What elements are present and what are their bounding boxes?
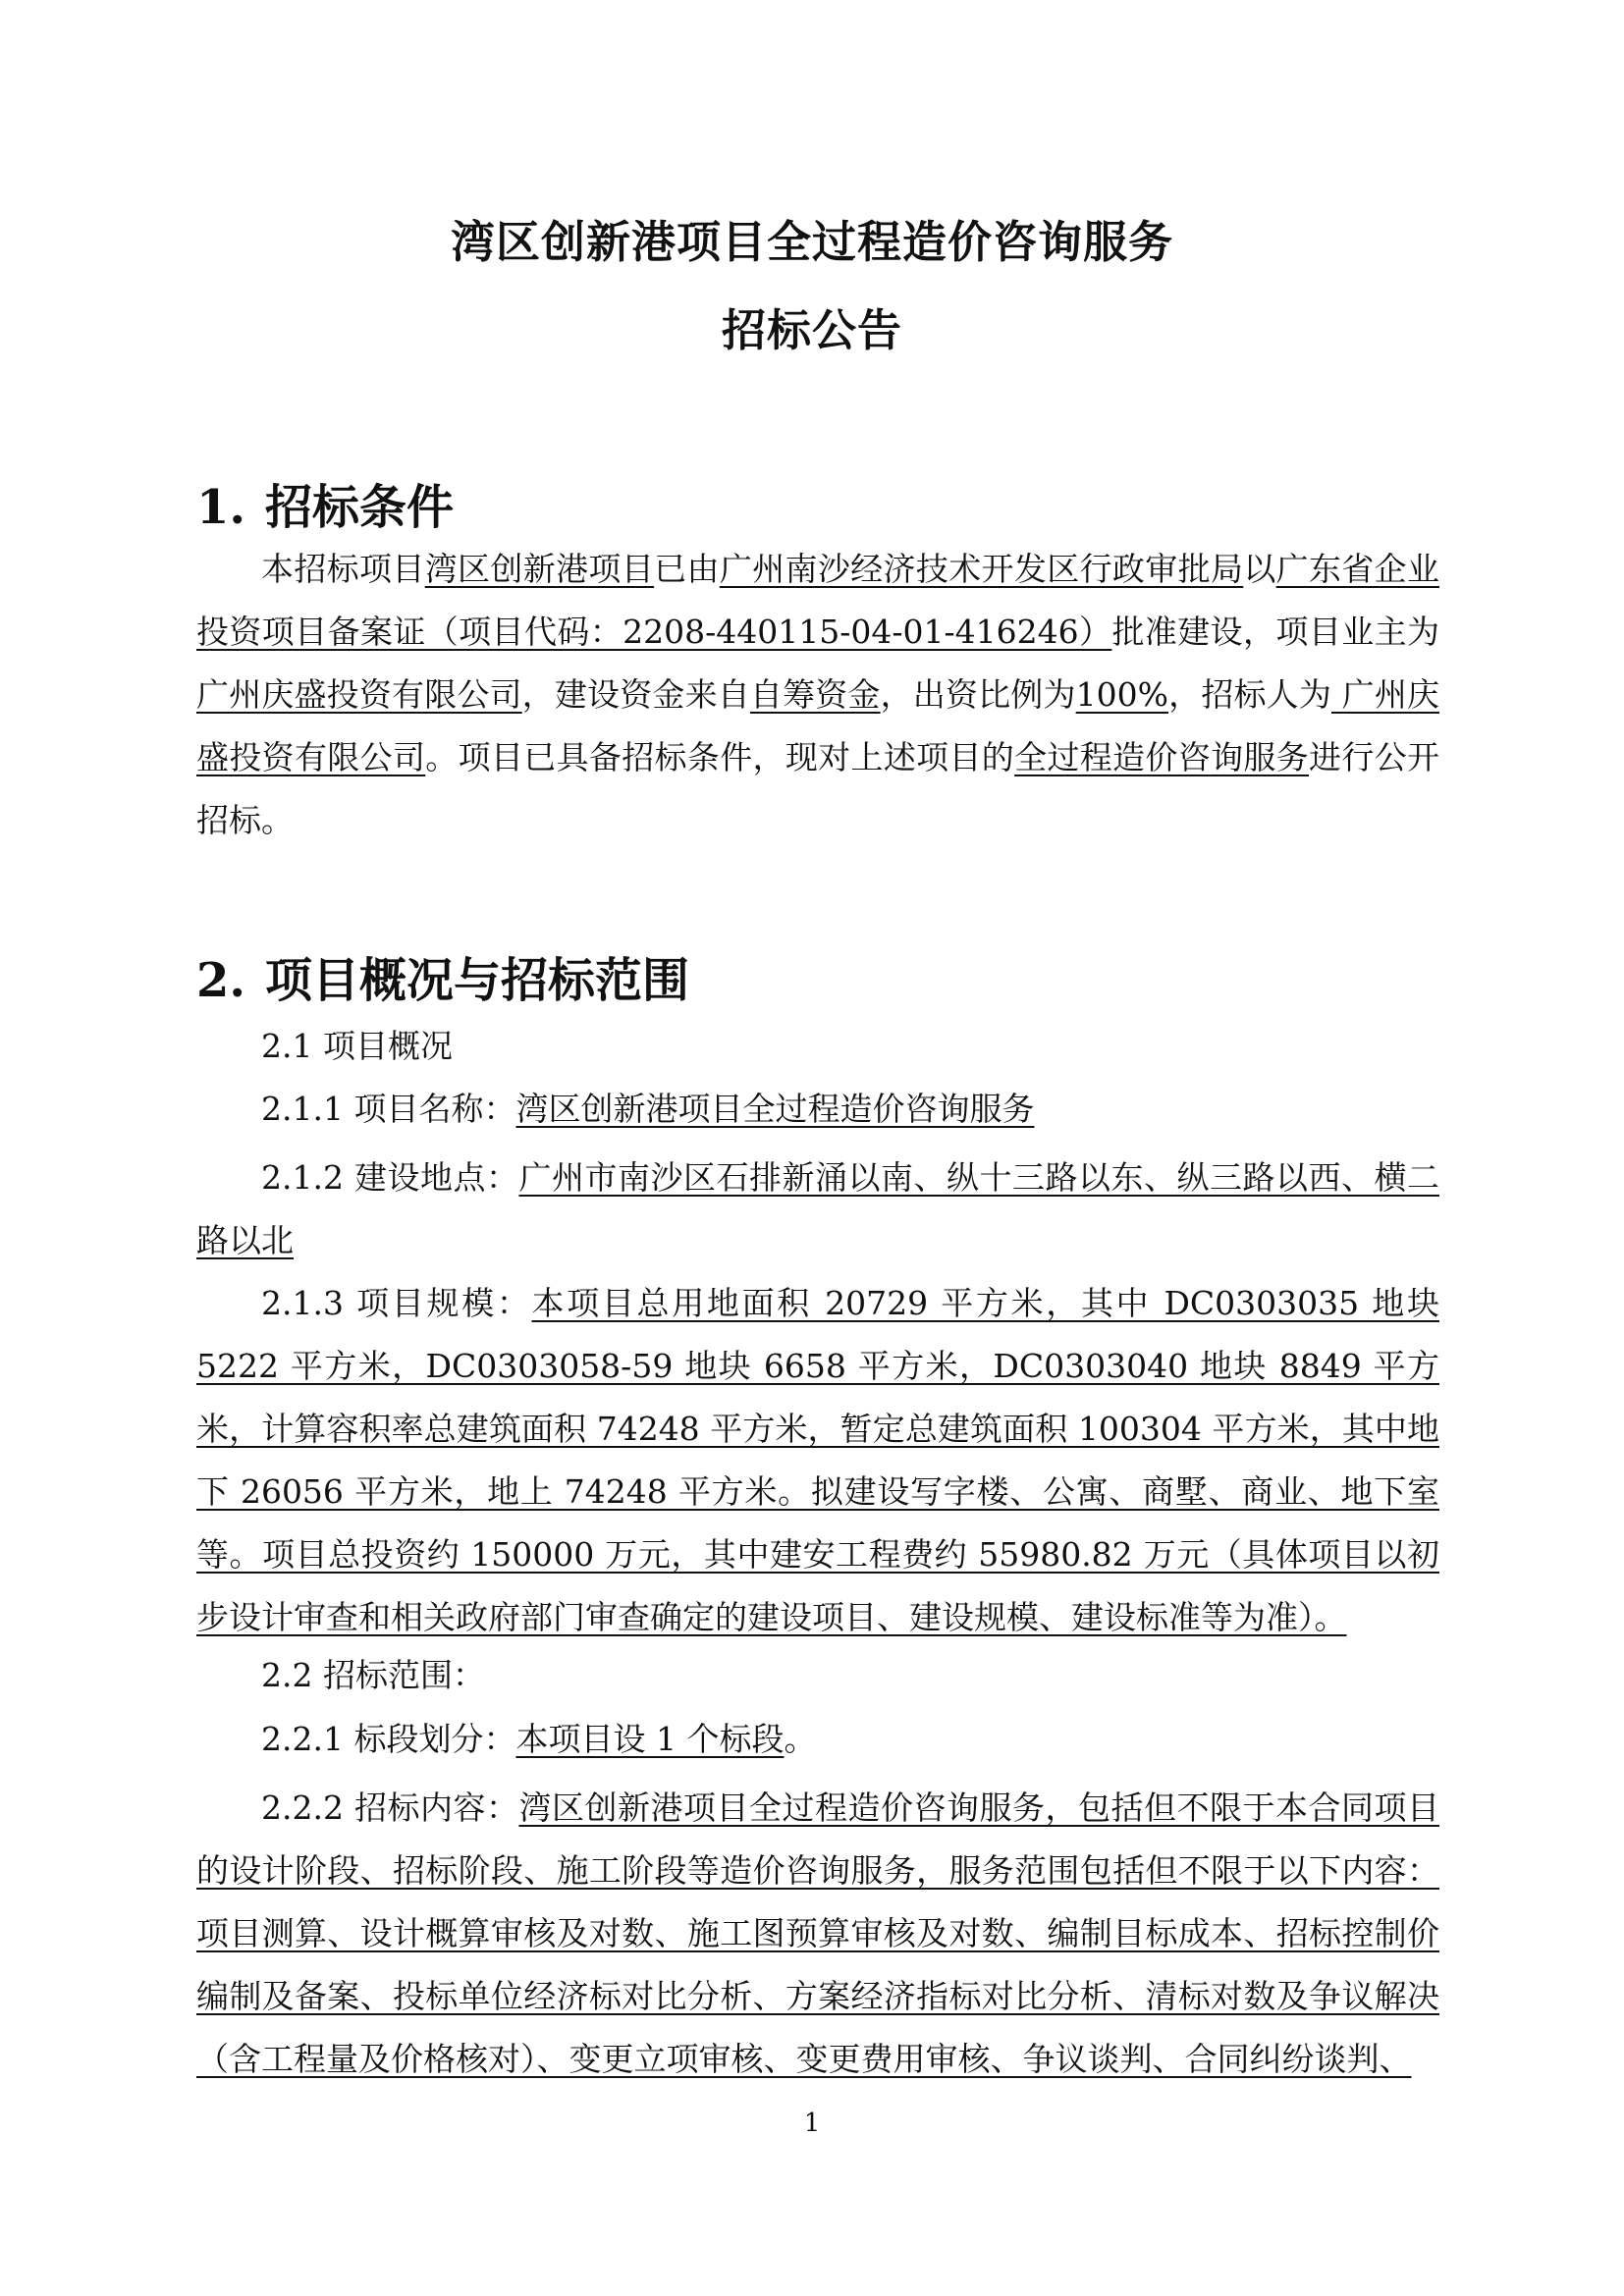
text: 已由 — [654, 550, 720, 588]
approver: 广州南沙经济技术开发区行政审批局 — [719, 550, 1244, 588]
text: 本招标项目 — [261, 550, 425, 588]
item-2-1-2 — [196, 1147, 1439, 1272]
item-2-1-3 — [196, 1272, 1439, 1649]
fund-source: 自筹资金 — [749, 675, 881, 714]
item-label: 2.1.2 建设地点： — [261, 1158, 519, 1197]
text: ，建设资金来自 — [521, 675, 750, 714]
section-1-number: 1. — [196, 480, 246, 535]
text: 批准建设，项目业主为 — [1111, 613, 1440, 651]
page-number: 1 — [803, 2109, 821, 2138]
text: ，招标人为 — [1167, 675, 1332, 714]
section-2-title: 项目概况与招标范围 — [265, 953, 690, 1008]
filing-document: 广东省企业投资项目备案证（项目代码：2208-440115-04-01-416246） — [196, 550, 1440, 651]
text: 以 — [1243, 550, 1276, 588]
item-2-2-2 — [196, 1777, 1439, 2091]
tenderer: 广州庆盛投资有限公司 — [196, 675, 1440, 776]
subsection-2-1: 2.1 项目概况 — [261, 1027, 453, 1065]
item-2-1-1 — [261, 1084, 1034, 1130]
project-owner: 广州庆盛投资有限公司 — [196, 675, 522, 714]
item-value: 湾区创新港项目全过程造价咨询服务 — [515, 1090, 1035, 1128]
section-1-heading — [196, 469, 454, 537]
text: 。项目已具备招标条件，现对上述项目的 — [425, 738, 1015, 776]
section-2-heading — [196, 942, 689, 1010]
item-value: 湾区创新港项目全过程造价咨询服务，包括但不限于本合同项目的设计阶段、招标阶段、施工阶段等造价咨询服务，服务范围包括但不限于以下内容：项目测算、设计概算审核及对数、施工图预算审核及对数、编制目标成本、招标控制价编制及备案、投标单位经济标对比分析、方案经济指标对比分析、清标对数及争议解决（含工程量及价格核对）、变更立项审核、变更费用审核、争议谈判、合同纠纷谈判、 — [196, 1789, 1439, 2078]
service-name: 全过程造价咨询服务 — [1014, 738, 1310, 776]
item-value: 广州市南沙区石排新涌以南、纵十三路以东、纵三路以西、横二路以北 — [196, 1158, 1439, 1259]
section-1-paragraph — [196, 538, 1439, 852]
text: 。 — [784, 1720, 817, 1758]
fund-ratio: 100% — [1075, 675, 1168, 714]
section-2-number: 2. — [196, 953, 246, 1008]
item-label: 2.2.1 标段划分： — [261, 1720, 516, 1758]
section-1-title: 招标条件 — [265, 480, 455, 535]
subsection-2-2: 2.2 招标范围： — [261, 1656, 485, 1694]
text: 进行公开招标。 — [196, 738, 1440, 839]
item-value: 本项目总用地面积 20729 平方米，其中 DC0303035 地块 5222 平方米，DC0303058-59 地块 6658 平方米，DC0303040 地块 8849 平方米，计算容积率总建筑面积 74248 平方米，暂定总建筑面积 100304 平方米，其中地下 26056 平方米，地上 74248 平方米。拟建设写字楼、公寓、商墅、商业、地下室等。项目总投资约 150000 万元，其中建安工程费约 55980.82 万元（具体项目以初步设计审查和相关政府部门审查确定的建设项目、建设规模、建设标准等为准）。 — [196, 1284, 1439, 1636]
item-2-2-1 — [261, 1714, 816, 1760]
item-value: 本项目设 1 个标段 — [515, 1720, 785, 1758]
project-name: 湾区创新港项目 — [424, 550, 655, 588]
text: ，出资比例为 — [880, 675, 1076, 714]
document-subtitle: 招标公告 — [721, 304, 902, 356]
item-label: 2.2.2 招标内容： — [261, 1789, 519, 1827]
item-label: 2.1.3 项目规模： — [261, 1284, 532, 1322]
item-label: 2.1.1 项目名称： — [261, 1090, 516, 1128]
document-title: 湾区创新港项目全过程造价咨询服务 — [450, 216, 1173, 268]
